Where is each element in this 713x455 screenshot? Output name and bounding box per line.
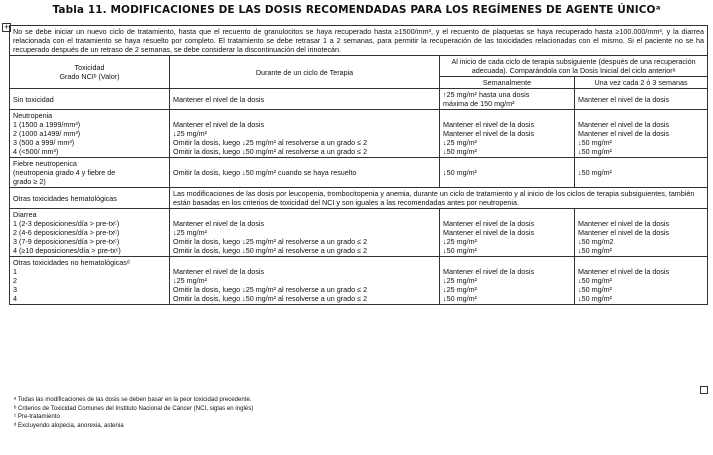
row-label-diarrea: Diarrea 1 (2-3 deposiciones/día > pre-txᶜ) 2 (4-6 deposiciones/día > pre-txᶜ) 3 (7-9 deposiciones/día > pre-txᶜ) 4 (≥10 deposiciones/día > pre-txᶜ) bbox=[10, 209, 170, 257]
footnote: ᵇ Criterios de Toxicidad Comunes del Instituto Nacional de Cáncer (NCI, siglas en inglés) bbox=[14, 404, 254, 412]
intro-text: No se debe iniciar un nuevo ciclo de tratamiento, hasta que el recuento de granulocitos se haya recuperado hasta ≥1500/mm³, y el recuento de plaquetas se haya recuperado hasta ≥100.000/mm³, y la diarrea relacionada con el tratamiento se haya resuelto por completo. El tratamiento se debe retrasar 1 a 2 semanas, para permitir la recuperación de las toxicidades relacionadas con el mismo. Si el paciente no se ha recuperado después de un retraso de 2 semanas, se debe considerar la discontinuación del irinotecán. bbox=[10, 26, 708, 56]
cell-during: Omitir la dosis, luego ↓50 mg/m² cuando se haya resuelto bbox=[170, 158, 440, 188]
footnotes bbox=[14, 396, 253, 430]
table-row bbox=[10, 257, 708, 305]
cell-hematologic-note: Las modificaciones de las dosis por leucopenia, trombocitopenia y anemia, durante un ciclo de tratamiento y al inicio de los ciclos de terapia subsiguientes, también están basadas en los criterios de toxicidad del NCI y son iguales a las recomendadas antes por neutropenia. bbox=[170, 188, 708, 209]
table-row bbox=[10, 209, 708, 257]
intro-row bbox=[10, 26, 708, 56]
cell-weekly: ↓50 mg/m² bbox=[440, 158, 575, 188]
header-toxicity: Toxicidad Grado NCIᵇ (Valor) bbox=[10, 56, 170, 89]
cell-weekly: ↑25 mg/m² hasta una dosis máxima de 150 mg/m² bbox=[440, 89, 575, 110]
row-label-sin-toxicidad: Sin toxicidad bbox=[10, 89, 170, 110]
cell-weekly: Mantener el nivel de la dosis Mantener el nivel de la dosis ↓25 mg/m² ↓50 mg/m² bbox=[440, 110, 575, 158]
cell-every3: Mantener el nivel de la dosis Mantener el nivel de la dosis ↓50 mg/m² ↓50 mg/m² bbox=[575, 110, 708, 158]
cell-weekly: Mantener el nivel de la dosis Mantener el nivel de la dosis ↓25 mg/m² ↓50 mg/m² bbox=[440, 209, 575, 257]
row-label-neutropenia: Neutropenia 1 (1500 a 1999/mm³) 2 (1000 a1499/ mm³) 3 (500 a 999/ mm³) 4 (<500/ mm³) bbox=[10, 110, 170, 158]
cell-every3: Mantener el nivel de la dosis ↓50 mg/m² ↓50 mg/m² ↓50 mg/m² bbox=[575, 257, 708, 305]
header-every-3-weeks: Una vez cada 2 ó 3 semanas bbox=[575, 77, 708, 89]
cell-during: Mantener el nivel de la dosis ↓25 mg/m² Omitir la dosis, luego ↓25 mg/m² al resolverse a un grado ≤ 2 Omitir la dosis, luego ↓50 mg/m² al resolverse a un grado ≤ 2 bbox=[170, 110, 440, 158]
table-move-handle-icon[interactable]: + bbox=[3, 23, 10, 31]
footnote: ᶜ Pre-tratamiento bbox=[14, 413, 60, 420]
header-during-cycle: Durante de un ciclo de Terapia bbox=[170, 56, 440, 89]
footnote: ᵃ Todas las modificaciones de las dosis se deben basar en la peor toxicidad precedente. bbox=[14, 396, 252, 403]
cell-every3: ↓50 mg/m² bbox=[575, 158, 708, 188]
cell-every3: Mantener el nivel de la dosis bbox=[575, 89, 708, 110]
cell-during: Mantener el nivel de la dosis ↓25 mg/m² Omitir la dosis, luego ↓25 mg/m² al resolverse a un grado ≤ 2 Omitir la dosis, luego ↓50 mg/m² al resolverse a un grado ≤ 2 bbox=[170, 209, 440, 257]
header-row bbox=[10, 56, 708, 77]
row-label-otras-no-hematologicas: Otras toxicidades no hematológicasᵈ 1 2 3 4 bbox=[10, 257, 170, 305]
table-row bbox=[10, 110, 708, 158]
cell-weekly: Mantener el nivel de la dosis ↓25 mg/m² ↓25 mg/m² ↓50 mg/m² bbox=[440, 257, 575, 305]
row-label-otras-hematologicas: Otras toxicidades hematológicas bbox=[10, 188, 170, 209]
cell-every3: Mantener el nivel de la dosis Mantener el nivel de la dosis ↓50 mg/m2 ↓50 mg/m² bbox=[575, 209, 708, 257]
row-label-fiebre-neutropenica: Fiebre neutropenica (neutropenia grado 4 y fiebre de grado ≥ 2) bbox=[10, 158, 170, 188]
cell-during: Mantener el nivel de la dosis bbox=[170, 89, 440, 110]
table-row bbox=[10, 89, 708, 110]
dose-modification-table bbox=[9, 25, 708, 305]
header-start-cycle: Al inicio de cada ciclo de terapia subsiguiente (después de una recuperación adecuada). Comparándola con la Dosis Inicial del ciclo anteriorᵃ bbox=[440, 56, 708, 77]
table-row bbox=[10, 158, 708, 188]
table-title: Tabla 11. MODIFICACIONES DE LAS DOSIS RECOMENDADAS PARA LOS REGÍMENES DE AGENTE ÚNICOᵃ bbox=[52, 4, 661, 16]
table-resize-handle-icon[interactable] bbox=[700, 386, 708, 394]
footnote: ᵈ Excluyendo alopecia, anorexia, astenia bbox=[14, 421, 124, 429]
header-weekly: Semanalmente bbox=[440, 77, 575, 89]
table-row bbox=[10, 188, 708, 209]
cell-during: Mantener el nivel de la dosis ↓25 mg/m² Omitir la dosis, luego ↓25 mg/m² al resolverse a un grado ≤ 2 Omitir la dosis, luego ↓50 mg/m² al resolverse a un grado ≤ 2 bbox=[170, 257, 440, 305]
